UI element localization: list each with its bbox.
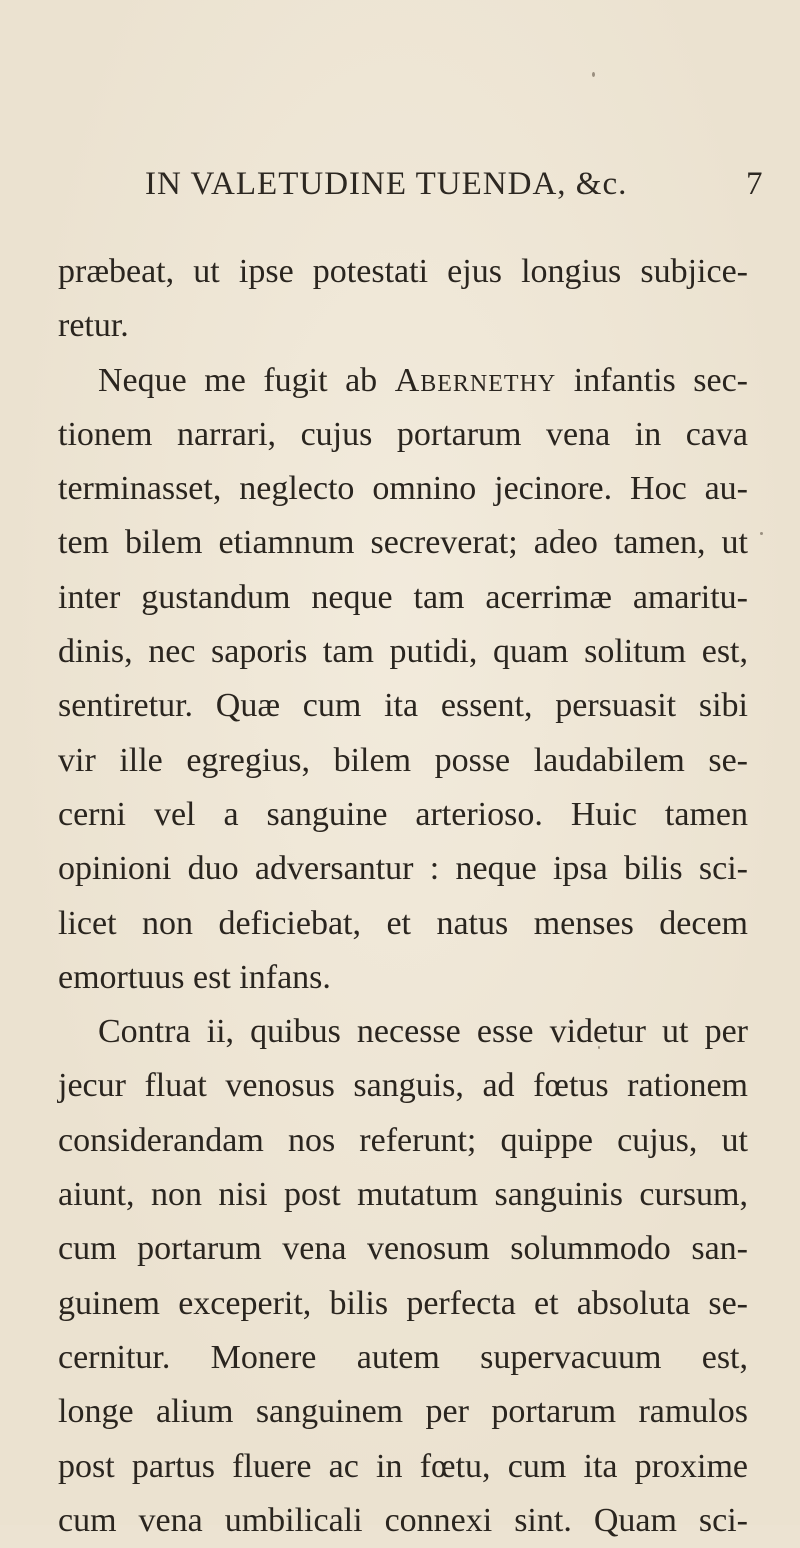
text-line: licet non deficiebat, et natus menses decem xyxy=(58,904,748,942)
text-line: cerni vel a sanguine arterioso. Huic tamen xyxy=(58,795,748,833)
body-text xyxy=(58,245,748,1548)
paper-speck xyxy=(592,72,595,77)
text-line: aiunt, non nisi post mutatum sanguinis cursum, xyxy=(58,1176,748,1214)
text-line: inter gustandum neque tam acerrimæ amaritu- xyxy=(58,578,748,616)
page-number: 7 xyxy=(746,166,763,202)
text-line: præbeat, ut ipse potestati ejus longius subjice- xyxy=(58,253,748,290)
text-line: guinem exceperit, bilis perfecta et absoluta se- xyxy=(58,1284,748,1322)
text-line: dinis, nec saporis tam putidi, quam solitum est, xyxy=(58,633,748,671)
text-line: retur. xyxy=(58,307,129,345)
author-name: Abernethy xyxy=(394,361,557,399)
page-header xyxy=(0,166,800,216)
text-line: cernitur. Monere autem supervacuum est, xyxy=(58,1338,748,1376)
text-line: longe alium sanguinem per portarum ramulos xyxy=(58,1393,748,1431)
text-line: Contra ii, quibus necesse esse videtur ut per xyxy=(98,1013,748,1051)
text-line xyxy=(58,354,748,408)
text-span: infantis sec- xyxy=(556,361,749,399)
text-line: tem bilem etiamnum secreverat; adeo tamen, ut xyxy=(58,524,748,562)
text-line: sentiretur. Quæ cum ita essent, persuasit sibi xyxy=(58,687,748,725)
paper-speck xyxy=(760,532,763,535)
text-line: jecur fluat venosus sanguis, ad fœtus rationem xyxy=(58,1067,748,1105)
text-line: considerandam nos referunt; quippe cujus, ut xyxy=(58,1121,748,1159)
text-line: terminasset, neglecto omnino jecinore. Hoc au- xyxy=(58,470,748,508)
text-line: vir ille egregius, bilem posse laudabilem se- xyxy=(58,741,748,779)
text-line: emortuus est infans. xyxy=(58,958,331,996)
text-line: cum portarum vena venosum solummodo san- xyxy=(58,1230,748,1268)
text-line: post partus fluere ac in fœtu, cum ita proxime xyxy=(58,1447,748,1485)
text-line: tionem narrari, cujus portarum vena in cava xyxy=(58,415,748,453)
text-line: opinioni duo adversantur : neque ipsa bilis sci- xyxy=(58,850,748,888)
running-title: IN VALETUDINE TUENDA, &c. xyxy=(145,166,628,202)
text-line: cum vena umbilicali connexi sint. Quam sci- xyxy=(58,1501,748,1539)
text-span: Neque me fugit ab xyxy=(98,361,395,399)
